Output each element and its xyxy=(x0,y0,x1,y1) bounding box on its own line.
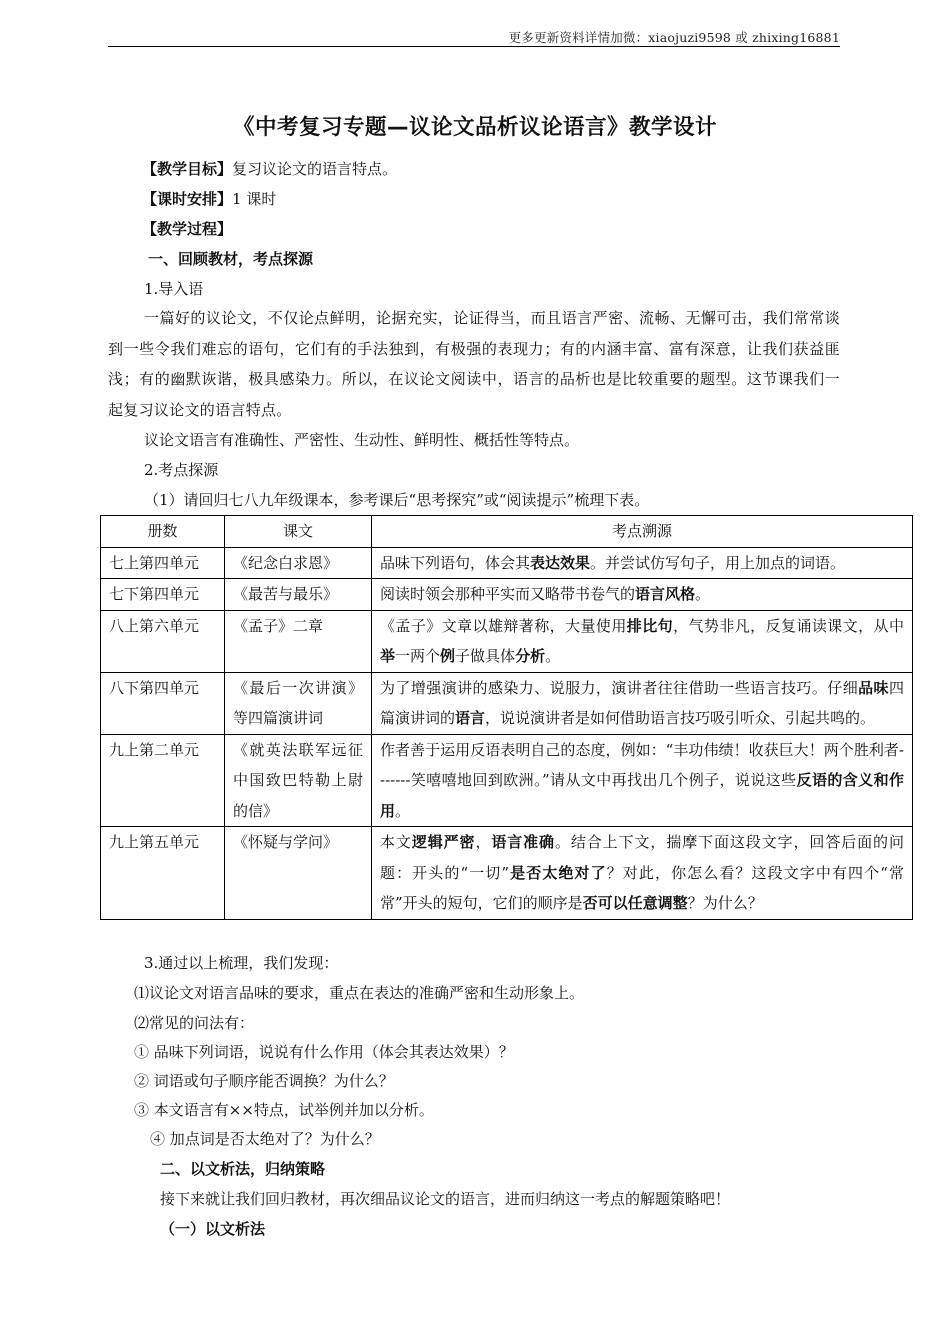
source-text: 。并尝试仿写句子，用上加点的词语。 xyxy=(590,553,846,572)
cell-text: 《就英法联军远征中国致巴特勒上尉的信》 xyxy=(225,734,372,827)
schedule-line xyxy=(142,184,276,214)
source-text: 《孟子》文章以雄辩著称，大量使用 xyxy=(380,616,627,635)
source-emphasis: 否可以任意调整 xyxy=(582,894,688,912)
table-row xyxy=(101,827,913,920)
cell-volume: 八下第四单元 xyxy=(101,672,225,734)
intro-paragraph: 一篇好的议论文，不仅论点鲜明，论据充实，论证得当，而且语言严密、流畅、无懈可击，我们常常谈到一些令我们难忘的语句，它们有的手法独到，有极强的表现力；有的内涵丰富、富有深意，让我们获益匪浅；有的幽默诙谐，极具感染力。所以，在议论文阅读中，语言的品析也是比较重要的题型。这节课我们一起复习议论文的语言特点。 xyxy=(108,309,840,419)
table-row xyxy=(101,672,913,734)
section2-heading: 二、以文析法，归纳策略 xyxy=(160,1160,326,1178)
cell-volume: 七下第四单元 xyxy=(101,579,225,611)
cell-text: 《纪念白求恩》 xyxy=(225,547,372,579)
source-emphasis: 品味 xyxy=(858,678,889,697)
document-title: 《中考复习专题—议论文品析议论语言》教学设计 xyxy=(232,115,717,140)
course-table xyxy=(100,515,913,920)
table-row xyxy=(101,734,913,827)
cell-source xyxy=(372,547,913,579)
table-row xyxy=(101,579,913,611)
cell-volume: 七上第四单元 xyxy=(101,547,225,579)
source-text: 本文 xyxy=(380,833,412,851)
cell-source xyxy=(372,672,913,734)
source-emphasis: 例 xyxy=(440,647,456,665)
task-text: （1）请回归七八九年级课本，参考课后“思考探究”或“阅读提示”梳理下表。 xyxy=(144,491,650,509)
cell-text: 《孟子》二章 xyxy=(225,610,372,672)
section2-intro: 接下来就让我们回归教材，再次细品议论文的语言，进而归纳这一考点的解题策略吧！ xyxy=(160,1190,731,1208)
source-text: ？对此，你怎么看？这段文字中有四个“常常”开头的短句，它们的顺序是 xyxy=(380,863,904,912)
header-volume: 册数 xyxy=(101,516,225,548)
source-emphasis: 语言准确 xyxy=(491,833,555,851)
cell-text: 《怀疑与学问》 xyxy=(225,827,372,920)
goal-line xyxy=(142,154,397,184)
table-row xyxy=(101,547,913,579)
question-3: ③ 本文语言有××特点，试举例并加以分析。 xyxy=(134,1101,434,1119)
source-text: 子做具体 xyxy=(455,647,516,665)
schedule-text: 1 课时 xyxy=(232,190,277,208)
source-text: ，说说演讲者是如何借助语言技巧吸引听众、引起共鸣的。 xyxy=(485,709,876,727)
source-text: ， xyxy=(475,833,492,851)
source-text: 品味下列语句，体会其 xyxy=(380,553,531,572)
source-text: 为了增强演讲的感染力、说服力，演讲者往往借助一些语言技巧。仔细 xyxy=(380,678,859,697)
table-row xyxy=(101,610,913,672)
cell-text: 《最后一次讲演》等四篇演讲词 xyxy=(225,672,372,734)
cell-volume: 九上第二单元 xyxy=(101,734,225,827)
source-text: 。 xyxy=(695,585,711,603)
section1-sub2: 2.考点探源 xyxy=(144,461,219,479)
source-emphasis: 举 xyxy=(380,647,396,665)
source-emphasis: 语言 xyxy=(455,709,486,727)
question-2: ② 词语或句子顺序能否调换？为什么？ xyxy=(134,1072,394,1090)
source-emphasis: 语言风格 xyxy=(635,585,696,603)
header-text: 课文 xyxy=(225,516,372,548)
source-text: 一两个 xyxy=(395,647,441,665)
table-body xyxy=(101,547,913,919)
source-text: ，气势非凡，反复诵读课文，从中 xyxy=(673,616,904,635)
findings-sub3: 3.通过以上梳理，我们发现： xyxy=(144,954,339,972)
header-source: 考点溯源 xyxy=(372,516,913,548)
section1-sub1: 1.导入语 xyxy=(144,280,204,298)
goal-label: 【教学目标】 xyxy=(142,160,233,178)
source-text: 。 xyxy=(395,801,411,820)
finding-1: ⑴议论文对语言品味的要求，重点在表达的准确严密和生动形象上。 xyxy=(134,984,585,1002)
header-note: 更多更新资料详情加微：xiaojuzi9598 或 zhixing16881 xyxy=(508,30,840,45)
goal-text: 复习议论文的语言特点。 xyxy=(232,160,398,178)
source-text: ？为什么？ xyxy=(687,894,763,912)
cell-text: 《最苦与最乐》 xyxy=(225,579,372,611)
process-label: 【教学过程】 xyxy=(142,220,233,238)
source-text: 阅读时领会那种平实而又略带书卷气的 xyxy=(380,585,636,603)
source-emphasis: 是否太绝对了 xyxy=(509,863,607,882)
cell-source xyxy=(372,827,913,920)
source-emphasis: 表达效果 xyxy=(530,553,591,572)
source-text: 。结合上下文，揣摩下面这段文字，回答后面的问题：开头的“一切” xyxy=(380,833,904,882)
cell-source xyxy=(372,610,913,672)
section2-sub: （一）以文析法 xyxy=(160,1220,266,1238)
header-divider xyxy=(108,46,840,47)
source-text: 四篇演讲词的 xyxy=(380,678,904,727)
question-4: ④ 加点词是否太绝对了？为什么？ xyxy=(150,1130,380,1148)
source-emphasis: 反语的含义和作用 xyxy=(380,771,904,820)
table-header-row xyxy=(101,516,913,548)
finding-2: ⑵常见的问法有： xyxy=(134,1014,255,1032)
source-text: 作者善于运用反语表明自己的态度，例如：“丰功伟绩！收获巨大！两个胜利者-------笑嘻嘻地回到欧洲。”请从文中再找出几个例子，说说这些 xyxy=(380,740,904,789)
source-emphasis: 分析 xyxy=(515,647,546,665)
question-1: ① 品味下列词语，说说有什么作用（体会其表达效果）？ xyxy=(134,1043,514,1061)
features-text: 议论文语言有准确性、严密性、生动性、鲜明性、概括性等特点。 xyxy=(144,431,580,449)
section1-heading: 一、回顾教材，考点探源 xyxy=(148,250,314,268)
source-text: 。 xyxy=(545,647,561,665)
schedule-label: 【课时安排】 xyxy=(142,190,233,208)
cell-volume: 九上第五单元 xyxy=(101,827,225,920)
source-emphasis: 排比句 xyxy=(626,616,674,635)
cell-source xyxy=(372,579,913,611)
cell-volume: 八上第六单元 xyxy=(101,610,225,672)
source-emphasis: 逻辑严密 xyxy=(411,833,476,851)
cell-source xyxy=(372,734,913,827)
